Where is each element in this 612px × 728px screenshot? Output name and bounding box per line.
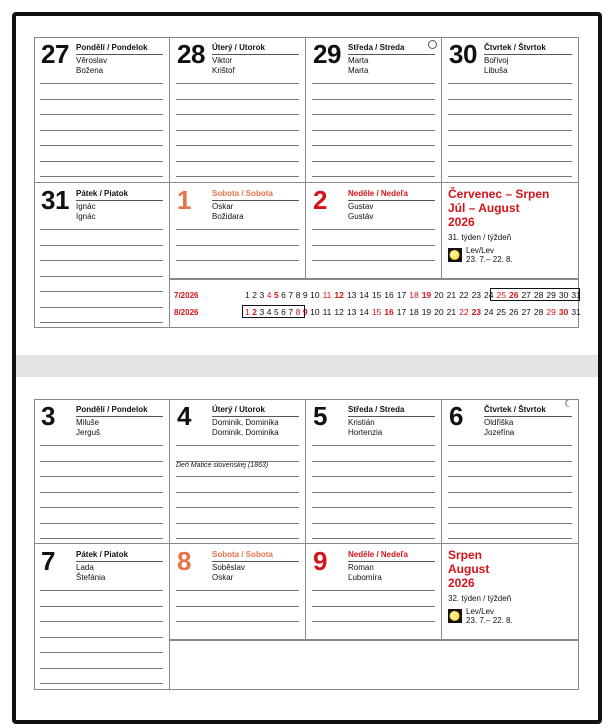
mini-day: 5 <box>273 307 279 317</box>
mini-day: 16 <box>384 307 394 317</box>
writing-line <box>40 291 163 292</box>
writing-line <box>312 621 435 622</box>
mini-day: 20 <box>434 290 444 300</box>
mini-day: 15 <box>371 307 382 317</box>
month-czech: Srpen <box>448 548 483 562</box>
writing-line <box>312 145 435 146</box>
day-number: 2 <box>313 185 327 215</box>
name-days: Gustav Gustáv <box>348 202 374 221</box>
mini-day: 11 <box>322 307 332 317</box>
writing-line <box>448 507 572 508</box>
writing-line <box>40 161 163 162</box>
moon-phase-icon: ☾ <box>564 399 573 410</box>
writing-line <box>312 176 435 177</box>
writing-line <box>312 523 435 524</box>
writing-line <box>448 538 572 539</box>
lion-icon: ♌ <box>448 248 462 262</box>
writing-line <box>40 606 163 607</box>
mini-day: 7 <box>288 307 294 317</box>
mini-day: 1 <box>245 290 250 300</box>
writing-line <box>40 260 163 261</box>
day-name: Pátek / Piatok <box>76 550 163 562</box>
mini-day: 23 <box>471 307 482 317</box>
mini-day: 2 <box>252 307 257 317</box>
mini-day: 18 <box>409 290 419 300</box>
name-days: Roman Ľubomíra <box>348 563 382 582</box>
writing-line <box>448 523 572 524</box>
writing-line <box>176 145 299 146</box>
writing-line <box>40 538 163 539</box>
writing-line <box>176 445 299 446</box>
mini-day: 27 <box>521 290 531 300</box>
day-cell-30[interactable] <box>442 37 579 183</box>
writing-line <box>40 445 163 446</box>
day-number: 4 <box>177 401 191 431</box>
mini-day: 24 <box>484 307 494 317</box>
day-cell-28[interactable] <box>170 37 306 183</box>
writing-line <box>40 461 163 462</box>
mini-day: 25 <box>496 290 506 300</box>
writing-line <box>40 114 163 115</box>
mini-day: 19 <box>421 290 432 300</box>
day-number: 30 <box>449 39 477 69</box>
writing-line <box>40 523 163 524</box>
day-cell-9[interactable] <box>306 544 442 640</box>
mini-day: 18 <box>409 307 419 317</box>
name-days: Viktor Krištof <box>212 56 235 75</box>
writing-line <box>312 114 435 115</box>
mini-day: 13 <box>346 290 357 300</box>
writing-line <box>448 130 572 131</box>
mini-day: 29 <box>546 290 556 300</box>
writing-line <box>40 130 163 131</box>
writing-line <box>448 114 572 115</box>
writing-line <box>176 99 299 100</box>
writing-line <box>176 621 299 622</box>
writing-line <box>176 114 299 115</box>
mini-day: 21 <box>446 307 457 317</box>
writing-line <box>312 590 435 591</box>
writing-line <box>176 590 299 591</box>
writing-line <box>312 445 435 446</box>
name-days: Marta Marta <box>348 56 369 75</box>
writing-line <box>40 83 163 84</box>
name-days: Bořivoj Libuša <box>484 56 509 75</box>
day-name: Čtvrtek / Štvrtok <box>484 43 572 55</box>
mini-day: 16 <box>384 290 394 300</box>
mini-day: 25 <box>496 307 506 317</box>
writing-line <box>448 176 572 177</box>
writing-line <box>40 590 163 591</box>
mini-day: 6 <box>281 290 286 300</box>
day-number: 28 <box>177 39 205 69</box>
mini-day: 12 <box>334 290 344 300</box>
day-number: 3 <box>41 401 55 431</box>
name-days: Oskar Božidara <box>212 202 244 221</box>
day-name: Středa / Streda <box>348 405 435 417</box>
writing-line <box>448 476 572 477</box>
month-info <box>442 544 519 629</box>
writing-line <box>176 260 299 261</box>
name-days: Soběslav Oskar <box>212 563 245 582</box>
year: 2026 <box>448 215 475 229</box>
writing-line <box>176 245 299 246</box>
day-number: 9 <box>313 546 327 576</box>
mini-day: 22 <box>459 290 469 300</box>
mini-day: 28 <box>533 307 544 317</box>
mini-day: 6 <box>281 307 286 317</box>
mini-day: 30 <box>558 290 569 300</box>
writing-line <box>40 621 163 622</box>
current-week-box-july <box>490 288 580 301</box>
mini-day: 3 <box>259 290 265 300</box>
writing-line <box>176 492 299 493</box>
writing-line <box>312 99 435 100</box>
mini-day: 1 <box>245 307 250 317</box>
day-cell-5[interactable] <box>306 399 442 544</box>
zodiac: ♌ Lev/Lev 23. 7.– 22. 8. <box>449 607 513 625</box>
mini-day: 4 <box>266 290 272 300</box>
day-name: Pondělí / Pondelok <box>76 43 163 55</box>
writing-line <box>40 176 163 177</box>
writing-line <box>176 523 299 524</box>
writing-line <box>312 606 435 607</box>
day-cell-6[interactable] <box>442 399 579 544</box>
writing-line <box>312 130 435 131</box>
month-slovak: August <box>448 562 490 576</box>
mini-day: 10 <box>310 307 320 317</box>
mini-day: 8 <box>295 307 301 317</box>
mini-day: 9 <box>302 290 308 300</box>
writing-line <box>312 229 435 230</box>
mini-day: 30 <box>558 307 569 317</box>
day-cell-4[interactable] <box>170 399 306 544</box>
mini-label-july: 7/2026 <box>174 291 199 300</box>
writing-line <box>312 83 435 84</box>
writing-line <box>448 445 572 446</box>
day-cell-31[interactable] <box>34 183 170 328</box>
name-days: Miluše Jerguš <box>76 418 101 437</box>
day-cell-8[interactable] <box>170 544 306 640</box>
writing-line <box>448 461 572 462</box>
writing-line <box>448 161 572 162</box>
writing-line <box>40 637 163 638</box>
writing-line <box>176 606 299 607</box>
year: 2026 <box>448 576 475 590</box>
writing-line <box>40 507 163 508</box>
zodiac: ♌ Lev/Lev 23. 7.– 22. 8. <box>449 246 513 264</box>
writing-line <box>176 538 299 539</box>
day-number: 6 <box>449 401 463 431</box>
day-cell-29[interactable] <box>306 37 442 183</box>
writing-line <box>312 461 435 462</box>
writing-line <box>40 652 163 653</box>
day-number: 7 <box>41 546 55 576</box>
writing-line <box>312 245 435 246</box>
writing-line <box>312 161 435 162</box>
mini-day: 23 <box>471 290 482 300</box>
writing-line <box>312 476 435 477</box>
writing-line <box>40 476 163 477</box>
month-info <box>442 183 555 268</box>
writing-line <box>40 245 163 246</box>
writing-line <box>40 276 163 277</box>
mini-day: 27 <box>521 307 531 317</box>
day-name: Středa / Streda <box>348 43 435 55</box>
mini-day: 31 <box>571 290 581 300</box>
writing-line <box>312 507 435 508</box>
writing-line <box>40 322 163 323</box>
writing-line <box>312 492 435 493</box>
mini-day: 13 <box>346 307 357 317</box>
writing-line <box>40 145 163 146</box>
writing-line <box>312 538 435 539</box>
writing-line <box>448 99 572 100</box>
mini-day: 2 <box>252 290 257 300</box>
name-days: Dominik, Dominika Dominik, Dominika <box>212 418 279 437</box>
mini-day: 14 <box>359 307 369 317</box>
writing-line <box>176 161 299 162</box>
name-days: Ignác Ignác <box>76 202 96 221</box>
mini-calendar <box>170 279 579 328</box>
mini-day: 19 <box>421 307 432 317</box>
mini-day: 17 <box>396 290 407 300</box>
writing-line <box>448 145 572 146</box>
name-days: Věroslav Božena <box>76 56 108 75</box>
day-name: Pátek / Piatok <box>76 189 163 201</box>
writing-line <box>176 176 299 177</box>
day-cell-7[interactable] <box>34 544 170 690</box>
mini-day: 26 <box>508 290 519 300</box>
month-czech: Červenec – Srpen <box>448 187 550 201</box>
writing-line <box>448 492 572 493</box>
writing-line <box>40 492 163 493</box>
writing-line <box>448 83 572 84</box>
empty-footer-cell <box>170 640 579 690</box>
writing-line <box>40 683 163 684</box>
day-number: 1 <box>177 185 191 215</box>
writing-line <box>40 99 163 100</box>
writing-line <box>176 83 299 84</box>
writing-line <box>40 307 163 308</box>
full-moon-icon <box>428 40 437 49</box>
day-cell-2[interactable] <box>306 183 442 279</box>
mini-day: 4 <box>266 307 272 317</box>
mini-day: 8 <box>295 290 301 300</box>
name-days: Lada Štefánia <box>76 563 106 582</box>
page-gutter <box>16 355 598 377</box>
lion-icon: ♌ <box>448 609 462 623</box>
mini-day: 17 <box>396 307 407 317</box>
mini-label-august: 8/2026 <box>174 308 199 317</box>
day-name: Sobota / Sobota <box>212 189 299 201</box>
writing-line <box>176 507 299 508</box>
week-31-page <box>34 37 579 328</box>
holiday-note: Deň Matice slovenskej (1863) <box>176 462 269 469</box>
mini-day: 7 <box>288 290 294 300</box>
day-number: 29 <box>313 39 341 69</box>
mini-day: 26 <box>508 307 519 317</box>
day-cell-3[interactable] <box>34 399 170 544</box>
writing-line <box>312 260 435 261</box>
writing-line <box>40 229 163 230</box>
day-name: Čtvrtek / Štvrtok <box>484 405 572 417</box>
day-name: Pondělí / Pondelok <box>76 405 163 417</box>
month-info-cell <box>442 544 579 640</box>
mini-day: 31 <box>571 307 581 317</box>
day-name: Neděle / Nedeľa <box>348 550 435 562</box>
mini-day: 24 <box>484 290 494 300</box>
current-week-box-august <box>242 305 305 318</box>
week-number: 32. týden / týždeň <box>448 594 512 603</box>
mini-day: 11 <box>322 290 332 300</box>
name-days: Oldřiška Jozefína <box>484 418 515 437</box>
mini-day: 20 <box>434 307 444 317</box>
mini-day: 15 <box>371 290 382 300</box>
day-name: Sobota / Sobota <box>212 550 299 562</box>
week-number: 31. týden / týždeň <box>448 233 512 242</box>
day-name: Úterý / Utorok <box>212 405 299 417</box>
day-cell-1[interactable] <box>170 183 306 279</box>
mini-day: 9 <box>302 307 308 317</box>
writing-line <box>176 476 299 477</box>
mini-day: 5 <box>273 290 279 300</box>
mini-day: 29 <box>546 307 556 317</box>
day-cell-27[interactable] <box>34 37 170 183</box>
writing-line <box>176 130 299 131</box>
mini-day: 10 <box>310 290 320 300</box>
day-number: 8 <box>177 546 191 576</box>
day-number: 5 <box>313 401 327 431</box>
mini-day: 21 <box>446 290 457 300</box>
name-days: Kristián Hortenzia <box>348 418 383 437</box>
mini-day: 14 <box>359 290 369 300</box>
mini-day: 12 <box>334 307 344 317</box>
day-number: 31 <box>41 185 69 215</box>
day-name: Úterý / Utorok <box>212 43 299 55</box>
month-slovak: Júl – August <box>448 201 520 215</box>
writing-line <box>176 461 299 462</box>
day-name: Neděle / Nedeľa <box>348 189 435 201</box>
writing-line <box>40 668 163 669</box>
mini-day: 22 <box>459 307 469 317</box>
writing-line <box>176 229 299 230</box>
mini-day: 3 <box>259 307 265 317</box>
day-number: 27 <box>41 39 69 69</box>
week-32-page <box>34 399 579 690</box>
mini-day: 28 <box>533 290 544 300</box>
month-info-cell <box>442 183 579 279</box>
